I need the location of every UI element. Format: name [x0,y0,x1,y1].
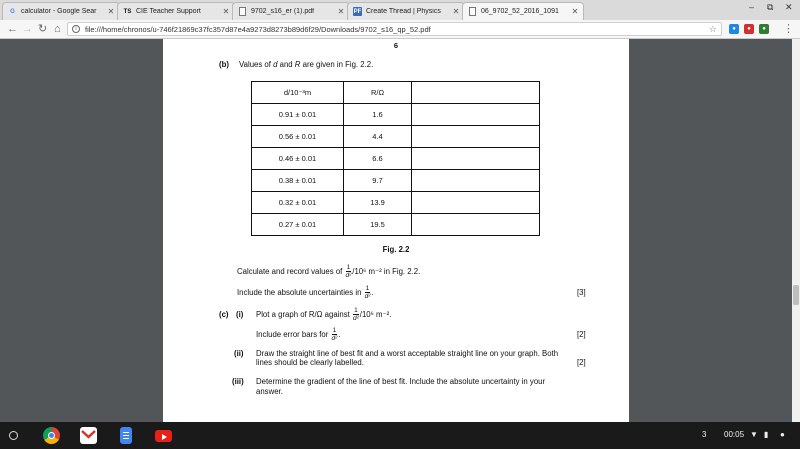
table-row [252,192,540,214]
plot-instruction: Plot a graph of R/Ω against $\frac{1}{\text{d²}}$ /10⁶ m⁻². [256,307,392,323]
table-cell: 1.6 [344,104,412,126]
ts-icon: TS [123,8,132,15]
table-cell [412,148,540,170]
table-cell: 6.6 [344,148,412,170]
fraction: $\frac{1}{\text{d²}}$ [331,327,338,343]
scrollbar-thumb[interactable] [793,285,799,305]
google-icon: G [10,8,15,15]
tab-calculator[interactable]: G calculator - Google Sear ✕ [2,2,120,20]
url-text: file:///home/chronos/u-746f21869c37fc357d87e4a9273d8273b89d6f29/Downloads/9702_s16_qp_52.pdf [85,24,431,34]
fraction: $\frac{1}{\text{d²}}$ [364,285,371,301]
close-icon[interactable]: ✕ [222,7,230,16]
table-row [252,126,540,148]
cii-line1: Draw the straight line of best fit and a worst acceptable straight line on your graph. Both [256,349,559,358]
gmail-icon[interactable] [80,427,97,444]
tab-current-pdf[interactable]: 06_9702_52_2016_1091 ✕ [462,2,584,20]
pdf-page [163,39,629,422]
table-cell: 0.27 ± 0.01 [252,214,344,236]
chrome-icon[interactable] [43,427,60,444]
account-avatar[interactable]: ● [780,430,785,439]
extension-icon[interactable]: ● [744,24,754,34]
battery-icon[interactable]: ▮ [764,430,769,439]
youtube-icon[interactable] [155,430,172,442]
menu-icon[interactable]: ⋮ [783,23,794,35]
extension-icon[interactable]: ● [759,24,769,34]
table-header-row [252,82,540,104]
address-bar[interactable] [67,22,722,36]
close-icon[interactable]: ✕ [337,7,345,16]
table-cell [412,192,540,214]
page-number: 6 [393,41,399,50]
table-header: d/10⁻³m [252,82,344,104]
tab-create-thread[interactable]: PF Create Thread | Physics ✕ [347,2,465,20]
error-bars-instruction: Include error bars for $\frac{1}{\text{d²}}$ . [256,327,341,343]
launcher-icon[interactable] [9,431,18,440]
back-icon[interactable]: ← [7,23,18,35]
close-icon[interactable]: ✕ [107,7,115,16]
tab-pdf-er[interactable]: 9702_s16_er (1).pdf ✕ [232,2,350,20]
forward-icon[interactable]: → [22,23,33,35]
part-ci-label: (i) [236,310,244,319]
table-cell [412,104,540,126]
document-icon [468,7,477,16]
part-ciii-label: (iii) [232,377,244,386]
home-icon[interactable]: ⌂ [54,23,61,35]
os-shelf [0,422,800,449]
table-cell: 0.91 ± 0.01 [252,104,344,126]
maximize-icon[interactable]: ⧉ [767,2,774,12]
table-header [412,82,540,104]
figure-caption: Fig. 2.2 [382,245,410,254]
abs-uncertainty-instruction: Include the absolute uncertainties in $\frac{1}{\text{d²}}$ . [237,285,374,301]
close-icon[interactable]: ✕ [571,7,579,16]
info-icon[interactable]: i [72,25,80,33]
part-cii-label: (ii) [234,349,244,358]
fraction: $\frac{1}{\text{d²}}$ [345,264,352,280]
wifi-icon[interactable]: ▼ [750,430,758,439]
browser-toolbar [0,20,800,39]
marks-b: [3] [577,288,586,297]
table-cell: 0.46 ± 0.01 [252,148,344,170]
table-row [252,148,540,170]
table-cell [412,170,540,192]
window-close-icon[interactable]: ✕ [785,2,793,12]
marks-cii: [2] [577,358,586,367]
physics-forums-icon: PF [353,8,362,15]
table-cell: 9.7 [344,170,412,192]
part-c-label: (c) [219,310,229,319]
docs-icon[interactable] [120,427,132,444]
extension-icon[interactable]: ● [729,24,739,34]
table-cell: 13.9 [344,192,412,214]
table-row [252,104,540,126]
part-b-text: Values of d and R are given in Fig. 2.2. [239,60,374,69]
tab-strip [0,0,800,20]
document-icon [238,7,247,16]
cii-line2: lines should be clearly labelled. [256,358,364,367]
clock[interactable]: 00:05 [724,430,745,439]
scrollbar[interactable] [792,39,800,422]
ciii-line1: Determine the gradient of the line of best fit. Include the absolute uncertainty in your [256,377,546,386]
minimize-icon[interactable]: – [749,2,755,12]
table-cell: 19.5 [344,214,412,236]
calc-instruction: Calculate and record values of $\frac{1}{\text{d²}}$ /10⁶ m⁻² in Fig. 2.2. [237,264,421,280]
table-row [252,214,540,236]
bookmark-star-icon[interactable]: ☆ [708,24,717,34]
ciii-line2: answer. [256,387,283,396]
fraction: $\frac{1}{\text{d²}}$ [353,307,359,323]
marks-ci: [2] [577,330,586,339]
table-row [252,170,540,192]
table-cell [412,214,540,236]
notification-count[interactable]: 3 [702,430,707,439]
data-table [251,81,540,236]
table-cell: 4.4 [344,126,412,148]
pdf-viewer [0,39,800,422]
reload-icon[interactable]: ↻ [38,23,48,35]
table-cell: 0.32 ± 0.01 [252,192,344,214]
table-cell: 0.38 ± 0.01 [252,170,344,192]
table-header: R/Ω [344,82,412,104]
tab-cie-teacher-support[interactable]: TS CIE Teacher Support ✕ [117,2,235,20]
part-b-label: (b) [219,60,229,69]
close-icon[interactable]: ✕ [452,7,460,16]
table-cell: 0.56 ± 0.01 [252,126,344,148]
table-cell [412,126,540,148]
